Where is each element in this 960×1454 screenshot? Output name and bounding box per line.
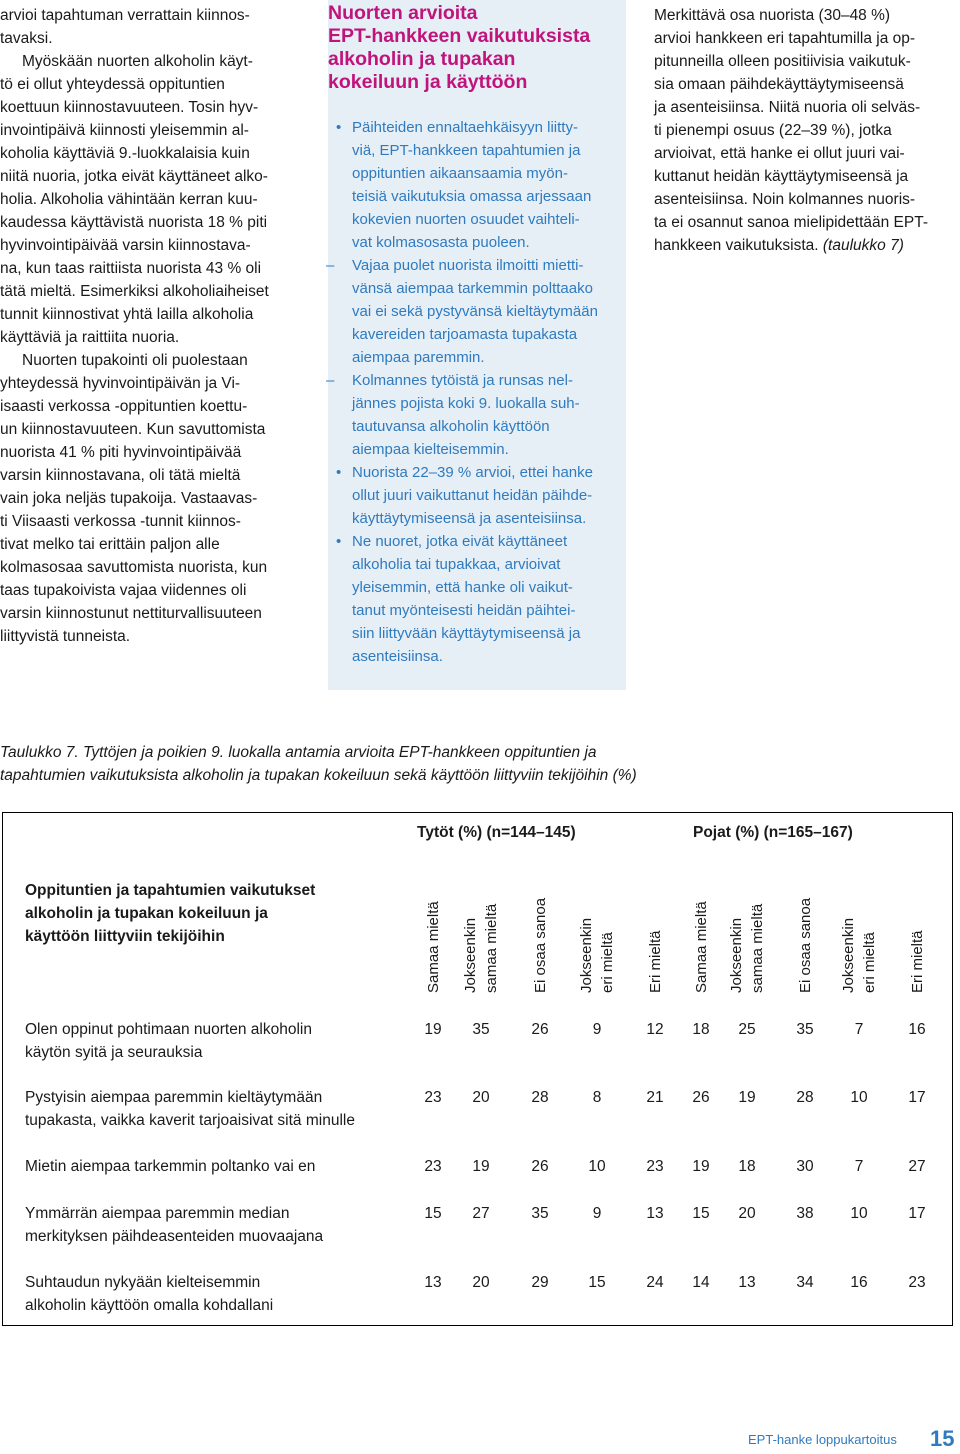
- table-cell: 25: [738, 1021, 756, 1038]
- text-line: ti Viisaasti verkossa -tunnit kiinnos-: [0, 513, 241, 530]
- column-header-line: Ei osaa sanoa: [796, 897, 814, 993]
- table-cell: 20: [472, 1274, 490, 1291]
- table-cell: 28: [796, 1089, 814, 1106]
- text-line: yhteydessä hyvinvointipäivän ja Vi-: [0, 375, 241, 392]
- row-label-line: merkityksen päihdeasenteiden muovaajana: [25, 1228, 324, 1245]
- group-header-boys: Pojat (%) (n=165–167): [693, 824, 853, 841]
- text-line: koettuun kiinnostavuuteen. Tosin hyv-: [0, 99, 259, 116]
- text-line: käyttäviä ja raittiita nuoria.: [0, 329, 180, 346]
- paragraph-1: [0, 4, 300, 50]
- item-line: käyttäytymiseensä ja asenteisiinsa.: [352, 510, 587, 527]
- column-header: [691, 813, 712, 993]
- text-line: tivat melko tai erittäin paljon alle: [0, 536, 220, 553]
- column-header-line: Jokseenkin: [728, 917, 745, 993]
- row-label: [25, 1202, 405, 1248]
- table-cell: 20: [738, 1205, 756, 1222]
- caption-line: tapahtumien vaikutuksista alkoholin ja tupakan kokeiluun sekä käyttöön liittyviin tekijöihin (%): [0, 767, 637, 784]
- title-line: EPT-hankkeen vaikutuksista: [328, 25, 591, 47]
- text-line: niitä nuoria, jotka eivät käyttäneet alko-: [0, 168, 268, 185]
- table-cell: 17: [908, 1089, 926, 1106]
- row-header-line: käyttöön liittyviin tekijöihin: [25, 928, 225, 945]
- table-cell: 26: [692, 1089, 710, 1106]
- text-line: asenteisiinsa. Noin kolmannes nuoris-: [654, 191, 916, 208]
- item-line: Kolmannes tytöistä ja runsas nel-: [352, 372, 573, 389]
- text-line: pitunneilla olleen positiivisia vaikutuk-: [654, 53, 911, 70]
- column-header: [576, 813, 618, 993]
- text-line: kuttanut heidän käyttäytymiseensä ja: [654, 168, 909, 185]
- column-header-line: samaa mieltä: [749, 903, 766, 993]
- summary-item: [328, 461, 620, 530]
- summary-item: [328, 116, 620, 254]
- column-header-line: eri mieltä: [861, 932, 878, 993]
- row-label-line: Suhtaudun nykyään kielteisemmin: [25, 1274, 261, 1291]
- column-header: [726, 813, 768, 993]
- page-number: 15: [930, 1426, 955, 1451]
- bullet-icon: •: [336, 464, 342, 481]
- column-header-line: Jokseenkin: [578, 917, 595, 993]
- summary-subitem: [328, 369, 620, 461]
- row-label-line: Pystyisin aiempaa paremmin kieltäytymään: [25, 1089, 323, 1106]
- table-cell: 17: [908, 1205, 926, 1222]
- table-cell: 27: [908, 1158, 926, 1175]
- item-line: vai ei sekä pystyvänsä kieltäytymään: [352, 303, 598, 320]
- row-label-line: käytön syitä ja seurauksia: [25, 1044, 203, 1061]
- row-label-line: tupakasta, vaikka kaverit tarjoaisivat sitä minulle: [25, 1112, 355, 1129]
- item-line: yleisemmin, että hanke oli vaikut-: [352, 579, 573, 596]
- table-reference: (taulukko 7): [818, 237, 904, 254]
- table-cell: 13: [646, 1205, 664, 1222]
- item-line: siin liittyvään käyttäytymiseensä ja: [352, 625, 581, 642]
- item-line: alkoholia tai tupakkaa, arvioivat: [352, 556, 561, 573]
- text-line: Nuorten tupakointi oli puolestaan: [22, 352, 248, 369]
- item-line: ollut juuri vaikuttanut heidän päihde-: [352, 487, 593, 504]
- paragraph-right: [654, 4, 954, 257]
- text-line: invointipäivä kiinnosti yleisemmin al-: [0, 122, 249, 139]
- item-line: tautuvansa alkoholin käyttöön: [352, 418, 550, 435]
- column-header: [530, 813, 551, 993]
- item-line: oppituntien aikaansaamia myön-: [352, 165, 568, 182]
- table-cell: 18: [692, 1021, 710, 1038]
- text-line: isaasti verkossa -oppituntien koettu-: [0, 398, 248, 415]
- row-label: [25, 1018, 405, 1064]
- table-cell: 26: [531, 1021, 549, 1038]
- item-line: kokevien nuorten osuudet vaihteli-: [352, 211, 580, 228]
- bullet-icon: •: [336, 119, 342, 136]
- text-line: taas tupakoivista vajaa viidennes oli: [0, 582, 247, 599]
- column-header-line: eri mieltä: [599, 932, 616, 993]
- text-line: vain joka neljäs tupakoija. Vastaavas-: [0, 490, 258, 507]
- text-line: varsin kiinnostunut nettiturvallisuuteen: [0, 605, 262, 622]
- dash-marker: –: [326, 257, 335, 274]
- column-header-line: Eri mieltä: [646, 930, 664, 993]
- table-cell: 26: [531, 1158, 549, 1175]
- group-header-girls: Tytöt (%) (n=144–145): [417, 824, 576, 841]
- item-line: Vajaa puolet nuorista ilmoitti mietti-: [352, 257, 584, 274]
- item-line: Ne nuoret, jotka eivät käyttäneet: [352, 533, 568, 550]
- summary-list: [328, 116, 626, 668]
- text-line: Myöskään nuorten alkoholin käyt-: [22, 53, 253, 70]
- table-cell: 10: [850, 1205, 868, 1222]
- item-line: kavereiden tarjoamasta tupakasta: [352, 326, 578, 343]
- table-cell: 35: [531, 1205, 549, 1222]
- row-label: [25, 1155, 405, 1178]
- table-cell: 16: [908, 1021, 926, 1038]
- table-cell: 23: [908, 1274, 926, 1291]
- dash-marker: –: [326, 372, 335, 389]
- text-line: arvioi tapahtuman verrattain kiinnos-: [0, 7, 250, 24]
- text-line: ta ei osannut sanoa mielipidettään EPT-: [654, 214, 929, 231]
- table-cell: 13: [738, 1274, 756, 1291]
- table-cell: 20: [472, 1089, 490, 1106]
- item-line: aiempaa kielteisemmin.: [352, 441, 509, 458]
- row-header-line: alkoholin ja tupakan kokeiluun ja: [25, 905, 268, 922]
- body-column-right: [654, 4, 954, 257]
- column-header-line: Samaa mieltä: [692, 901, 710, 993]
- table-cell: 28: [531, 1089, 549, 1106]
- body-column-left: [0, 4, 300, 648]
- text-line: kaudessa käyttävistä nuorista 18 % piti: [0, 214, 268, 231]
- caption-line: Taulukko 7. Tyttöjen ja poikien 9. luokalla antamia arvioita EPT-hankkeen oppituntien ja: [0, 744, 597, 761]
- table-cell: 15: [692, 1205, 710, 1222]
- summary-item: [328, 530, 620, 668]
- table-cell: 7: [854, 1158, 864, 1175]
- column-header-line: samaa mieltä: [483, 903, 500, 993]
- table-caption: [0, 741, 900, 787]
- text-line: sia omaan päihdekäyttäytymiseensä: [654, 76, 904, 93]
- column-header-line: Jokseenkin: [462, 917, 479, 993]
- text-line: un kiinnostavuuteen. Kun savuttomista: [0, 421, 266, 438]
- text-line: na, kun taas raittiista nuorista 43 % oli: [0, 260, 262, 277]
- table-cell: 27: [472, 1205, 490, 1222]
- column-header-line: Samaa mieltä: [424, 901, 442, 993]
- table-cell: 9: [592, 1021, 602, 1038]
- row-header-line: Oppituntien ja tapahtumien vaikutukset: [25, 882, 316, 899]
- item-line: asenteisiinsa.: [352, 648, 443, 665]
- column-header: [645, 813, 666, 993]
- paragraph-2: [0, 50, 300, 349]
- item-line: Nuorista 22–39 % arvioi, ettei hanke: [352, 464, 593, 481]
- item-line: viä, EPT-hankkeen tapahtumien ja: [352, 142, 581, 159]
- text-line: tunnit kiinnostivat yhtä lailla alkoholia: [0, 306, 254, 323]
- table-cell: 10: [588, 1158, 606, 1175]
- summary-subitem: [328, 254, 620, 369]
- text-line: arvioi hankkeen eri tapahtumilla ja op-: [654, 30, 916, 47]
- table-cell: 38: [796, 1205, 814, 1222]
- table-cell: 15: [588, 1274, 606, 1291]
- table-cell: 9: [592, 1205, 602, 1222]
- table-cell: 29: [531, 1274, 549, 1291]
- row-label: [25, 1271, 405, 1317]
- table-cell: 8: [592, 1089, 602, 1106]
- table-cell: 35: [796, 1021, 814, 1038]
- text-line: nuorista 41 % piti hyvinvointipäivää: [0, 444, 242, 461]
- table-cell: 23: [646, 1158, 664, 1175]
- text-line: tavaksi.: [0, 30, 53, 47]
- title-line: alkoholin ja tupakan: [328, 48, 516, 70]
- item-line: vänsä aiempaa tarkemmin polttaako: [352, 280, 593, 297]
- table-cell: 24: [646, 1274, 664, 1291]
- column-header: [795, 813, 816, 993]
- item-line: teisiä vaikutuksia omassa arjessaan: [352, 188, 592, 205]
- text-line: ti pienempi osuus (22–39 %), jotka: [654, 122, 892, 139]
- item-line: vat kolmasosasta puoleen.: [352, 234, 530, 251]
- text-line: hyvinvointipäivää varsin kiinnostava-: [0, 237, 251, 254]
- item-line: aiempaa paremmin.: [352, 349, 485, 366]
- row-label-line: alkoholin käyttöön omalla kohdallani: [25, 1297, 274, 1314]
- table-cell: 7: [854, 1021, 864, 1038]
- table-cell: 19: [738, 1089, 756, 1106]
- row-label-line: Olen oppinut pohtimaan nuorten alkoholin: [25, 1021, 312, 1038]
- text-line: ja asenteisiinsa. Niitä nuoria oli selväs-: [654, 99, 921, 116]
- table-cell: 21: [646, 1089, 664, 1106]
- row-header: [25, 879, 355, 948]
- column-header: [423, 813, 444, 993]
- text-line: holia. Alkoholia vähintään kerran kuu-: [0, 191, 258, 208]
- table-cell: 19: [424, 1021, 442, 1038]
- table-cell: 18: [738, 1158, 756, 1175]
- results-table: [2, 812, 953, 1326]
- table-cell: 10: [850, 1089, 868, 1106]
- summary-box: [328, 0, 626, 690]
- table-cell: 13: [424, 1274, 442, 1291]
- footer-title: EPT-hanke loppukartoitus: [748, 1432, 897, 1447]
- title-line: kokeiluun ja käyttöön: [328, 71, 528, 93]
- table-cell: 30: [796, 1158, 814, 1175]
- table-cell: 14: [692, 1274, 710, 1291]
- table-cell: 34: [796, 1274, 814, 1291]
- column-header: [907, 813, 928, 993]
- item-line: Päihteiden ennaltaehkäisyyn liitty-: [352, 119, 578, 136]
- row-label-line: Ymmärrän aiempaa paremmin median: [25, 1205, 290, 1222]
- table-cell: 23: [424, 1158, 442, 1175]
- title-line: Nuorten arvioita: [328, 2, 478, 24]
- row-label: [25, 1086, 405, 1132]
- column-header: [460, 813, 502, 993]
- column-header-line: Ei osaa sanoa: [531, 897, 549, 993]
- column-header-line: Eri mieltä: [908, 930, 926, 993]
- text-line: tätä mieltä. Esimerkiksi alkoholiaiheiset: [0, 283, 269, 300]
- column-header-line: Jokseenkin: [840, 917, 857, 993]
- text-line: koholia käyttäviä 9.-luokkalaisia kuin: [0, 145, 250, 162]
- summary-box-title: [328, 0, 626, 94]
- table-cell: 12: [646, 1021, 664, 1038]
- text-line: kolmasosaa savuttomista nuorista, kun: [0, 559, 268, 576]
- row-label-line: Mietin aiempaa tarkemmin poltanko vai en: [25, 1158, 316, 1175]
- table-cell: 19: [472, 1158, 490, 1175]
- text-line: arvioivat, että hanke ei ollut juuri vai-: [654, 145, 905, 162]
- text-line: liittyvistä tunneista.: [0, 628, 131, 645]
- paragraph-3: [0, 349, 300, 648]
- item-line: tanut myönteisesti heidän päihtei-: [352, 602, 576, 619]
- table-cell: 23: [424, 1089, 442, 1106]
- text-line: tö ei ollut yhteydessä oppituntien: [0, 76, 225, 93]
- item-line: jännes pojista koki 9. luokalla suh-: [352, 395, 580, 412]
- bullet-icon: •: [336, 533, 342, 550]
- table-cell: 16: [850, 1274, 868, 1291]
- table-cell: 15: [424, 1205, 442, 1222]
- table-cell: 35: [472, 1021, 490, 1038]
- text-line: Merkittävä osa nuorista (30–48 %): [654, 7, 891, 24]
- text-line: hankkeen vaikutuksista.: [654, 237, 819, 254]
- text-line: varsin kiinnostavana, oli tätä mieltä: [0, 467, 241, 484]
- column-header: [838, 813, 880, 993]
- table-cell: 19: [692, 1158, 710, 1175]
